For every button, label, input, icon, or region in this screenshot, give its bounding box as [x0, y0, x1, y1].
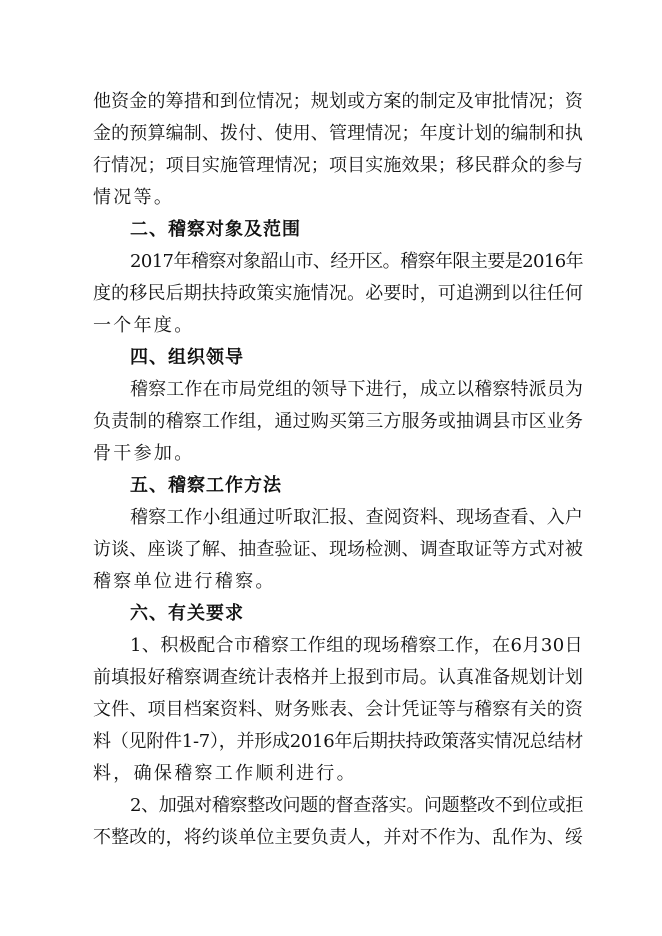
text-line: 不整改的，将约谈单位主要负责人，并对不作为、乱作为、绥: [93, 827, 583, 848]
section-heading: 六、有关要求: [130, 603, 244, 624]
text-line: 情况等。: [93, 187, 175, 208]
text-line: 度的移民后期扶持政策实施情况。必要时，可追溯到以往任何: [93, 283, 583, 304]
text-line: 料（见附件1-7），并形成2016年后期扶持政策落实情况总结材: [93, 731, 583, 752]
text-line: 骨干参加。: [93, 443, 195, 464]
section-heading: 二、稽察对象及范围: [130, 219, 301, 240]
text-line: 行情况；项目实施管理情况；项目实施效果；移民群众的参与: [93, 155, 583, 176]
text-line: 一个年度。: [93, 315, 195, 336]
text-line: 金的预算编制、拨付、使用、管理情况；年度计划的编制和执: [93, 123, 583, 144]
text-line: 料，确保稽察工作顺利进行。: [93, 763, 357, 784]
section-heading: 四、组织领导: [130, 347, 244, 368]
text-line: 1、积极配合市稽察工作组的现场稽察工作，在6月30日: [130, 635, 583, 656]
text-line: 负责制的稽察工作组，通过购买第三方服务或抽调县市区业务: [93, 411, 583, 432]
text-line: 2、加强对稽察整改问题的督查落实。问题整改不到位或拒: [130, 795, 583, 816]
text-line: 他资金的筹措和到位情况；规划或方案的制定及审批情况；资: [93, 91, 583, 112]
text-line: 访谈、座谈了解、抽查验证、现场检测、调查取证等方式对被: [93, 539, 583, 560]
text-line: 稽察工作小组通过听取汇报、查阅资料、现场查看、入户: [130, 507, 583, 528]
text-line: 稽察单位进行稽察。: [93, 571, 276, 592]
text-line: 前填报好稽察调查统计表格并上报到市局。认真准备规划计划: [93, 667, 583, 688]
section-heading: 五、稽察工作方法: [130, 475, 282, 496]
text-line: 2017年稽察对象韶山市、经开区。稽察年限主要是2016年: [130, 251, 583, 272]
text-line: 稽察工作在市局党组的领导下进行，成立以稽察特派员为: [130, 379, 583, 400]
text-line: 文件、项目档案资料、财务账表、会计凭证等与稽察有关的资: [93, 699, 583, 720]
